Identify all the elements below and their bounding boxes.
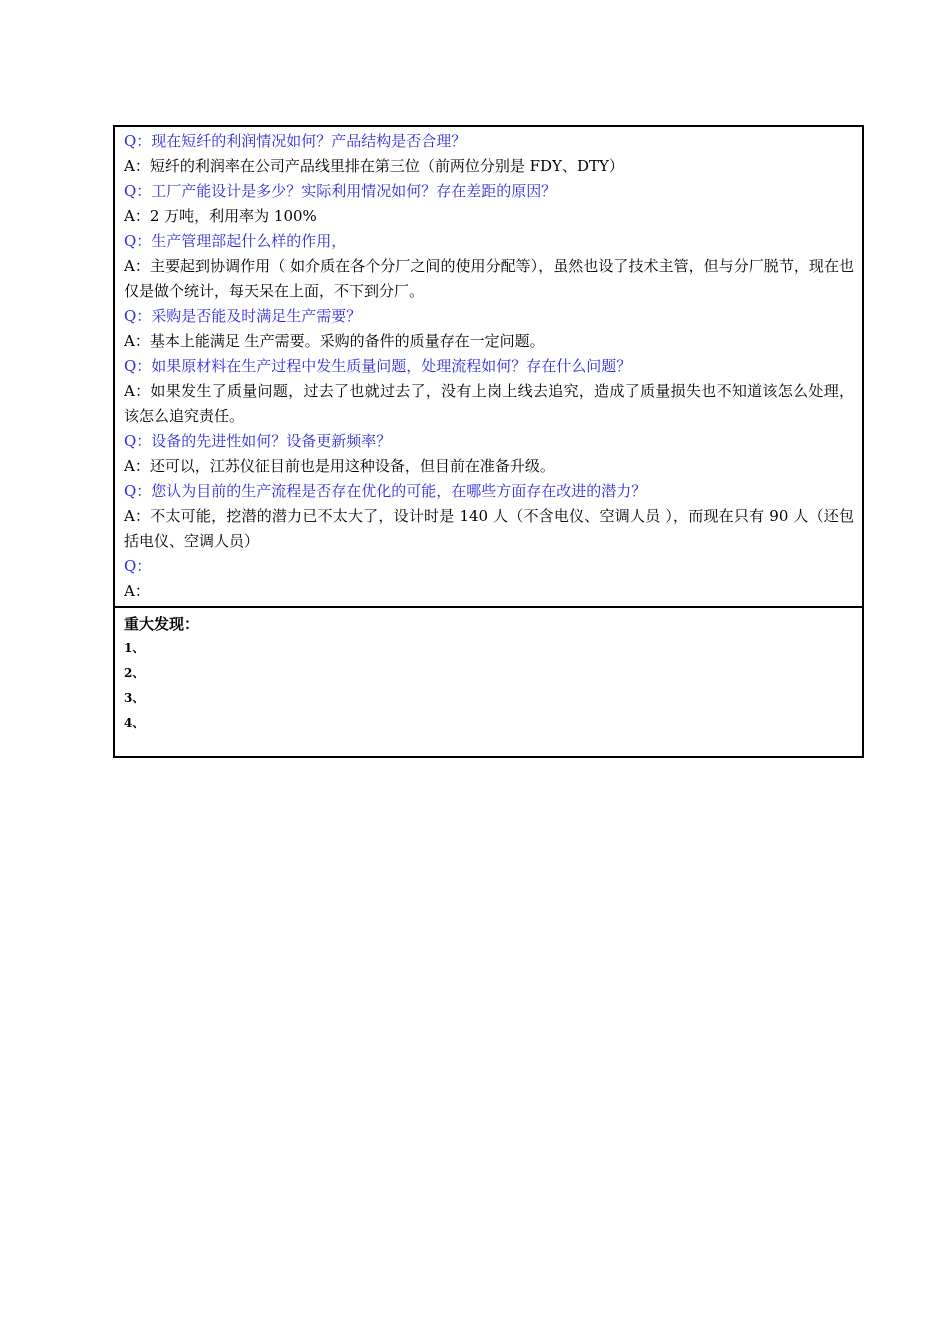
answer-7: A：不太可能，挖潜的潜力已不太大了，设计时是 140 人（不含电仪、空调人员 ），而现在只有 90 人（还包括电仪、空调人员） <box>124 507 854 550</box>
question-5: Q：如果原材料在生产过程中发生质量问题，处理流程如何？存在什么问题？ <box>124 357 632 375</box>
findings-section <box>115 606 862 756</box>
answer-4: A：基本上能满足 生产需要。采购的备件的质量存在一定问题。 <box>124 332 545 350</box>
question-1: Q：现在短纤的利润情况如何？产品结构是否合理？ <box>124 132 467 150</box>
question-6: Q：设备的先进性如何？设备更新频率？ <box>124 432 392 450</box>
qa-section <box>115 127 862 606</box>
finding-item-1: 1、 <box>124 641 145 655</box>
question-4: Q：采购是否能及时满足生产需要？ <box>124 307 362 325</box>
finding-item-4: 4、 <box>124 716 145 730</box>
question-7: Q：您认为目前的生产流程是否存在优化的可能，在哪些方面存在改进的潜力？ <box>124 482 647 500</box>
question-2: Q：工厂产能设计是多少？实际利用情况如何？存在差距的原因？ <box>124 182 557 200</box>
finding-item-3: 3、 <box>124 691 145 705</box>
answer-6: A：还可以，江苏仪征目前也是用这种设备，但目前在准备升级。 <box>124 457 555 475</box>
question-8: Q： <box>124 557 152 575</box>
answer-1: A：短纤的利润率在公司产品线里排在第三位（前两位分别是 FDY、DTY） <box>124 157 624 175</box>
findings-title: 重大发现： <box>124 615 200 633</box>
answer-2: A：2 万吨，利用率为 100% <box>124 207 317 225</box>
answer-3: A：主要起到协调作用（ 如介质在各个分厂之间的使用分配等），虽然也设了技术主管，但与分厂脱节，现在也仅是做个统计，每天呆在上面，不下到分厂。 <box>124 257 854 300</box>
interview-table <box>113 125 864 758</box>
finding-item-2: 2、 <box>124 666 145 680</box>
answer-5: A：如果发生了质量问题，过去了也就过去了，没有上岗上线去追究，造成了质量损失也不知道该怎么处理，该怎么追究责任。 <box>124 382 854 425</box>
question-3: Q：生产管理部起什么样的作用， <box>124 232 347 250</box>
answer-8: A： <box>124 582 150 600</box>
